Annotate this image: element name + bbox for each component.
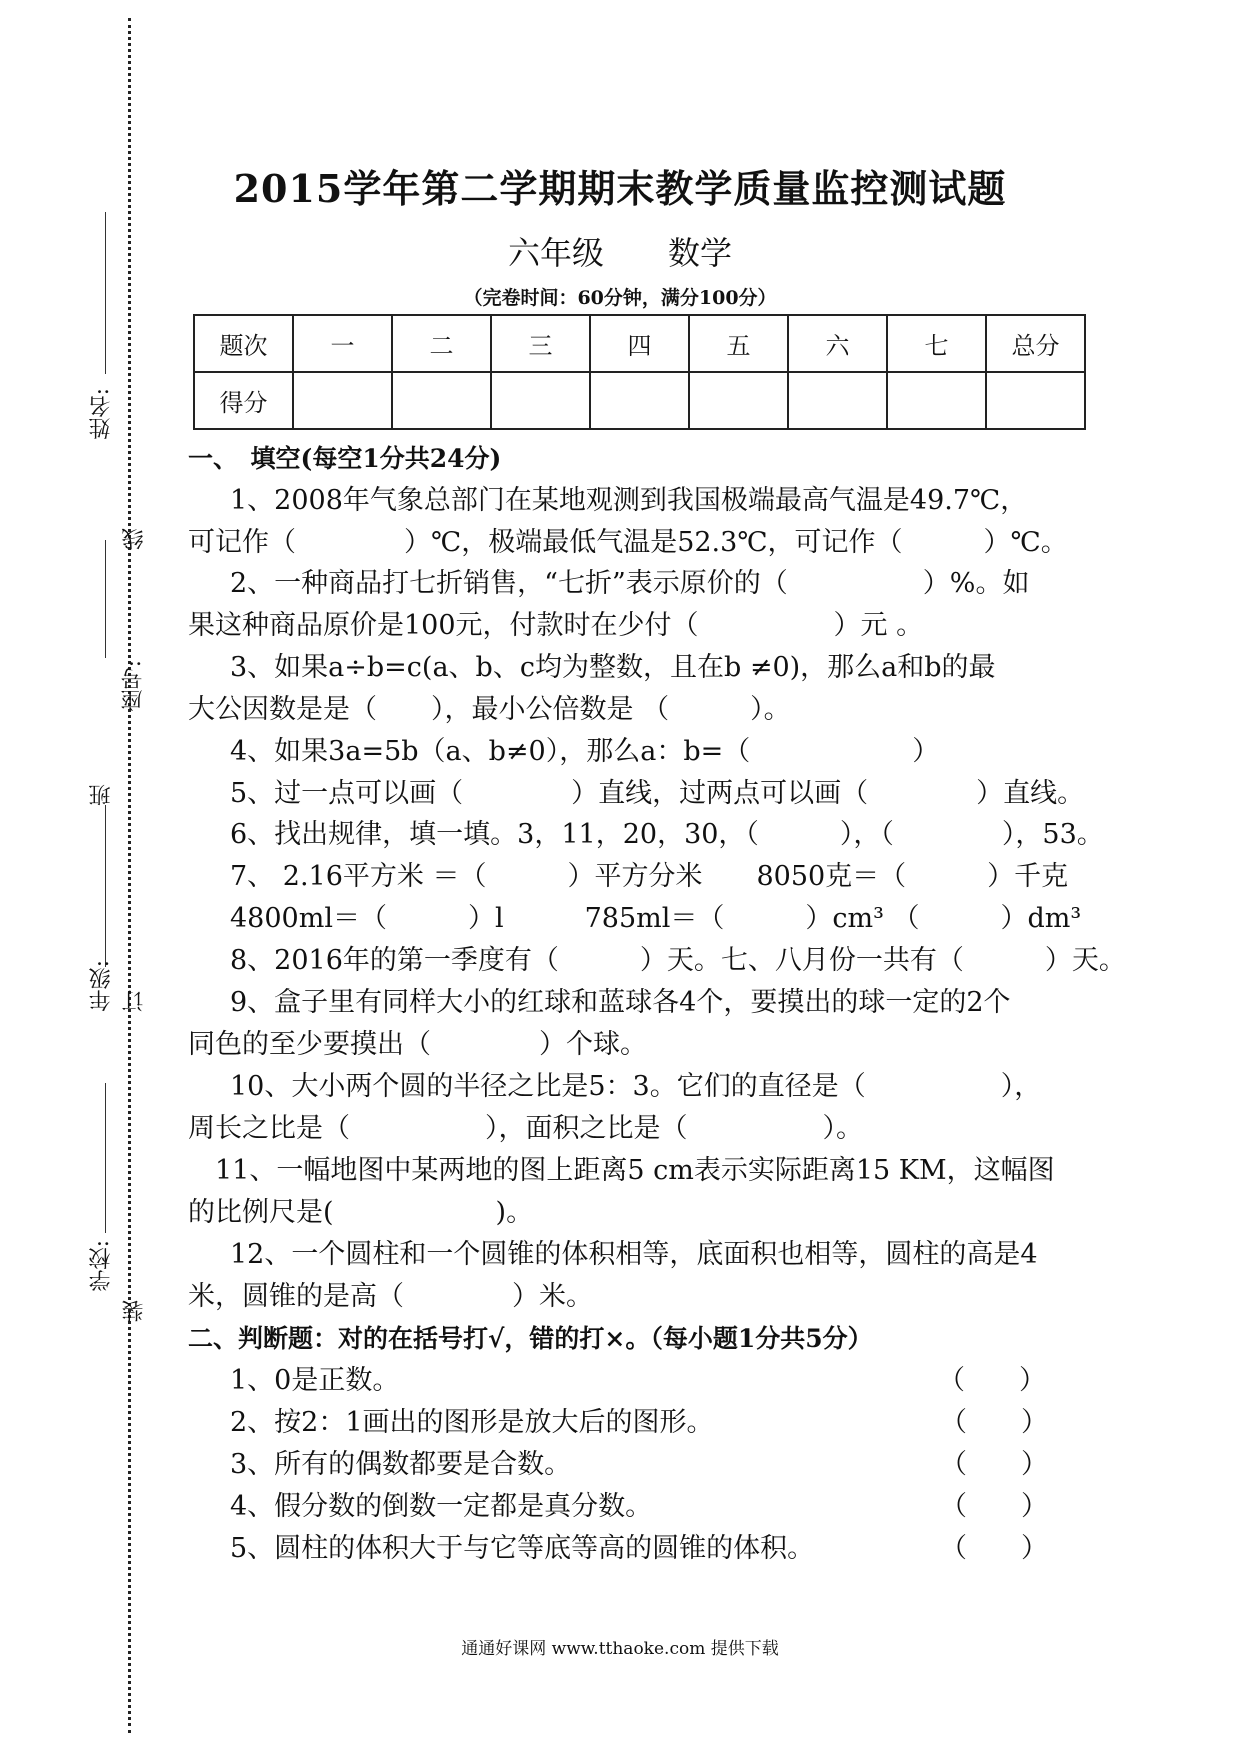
page-subtitle: 六年级 数学 [507, 234, 732, 272]
table-cell: 一 [293, 315, 392, 372]
question-line: 可记作（ ）℃，极端最低气温是52.3℃，可记作（ ）℃。 [188, 527, 1068, 558]
question-line: 4800ml＝（ ）l 785ml＝（ ）cm³ （ ）dm³ [230, 903, 1082, 934]
section2-heading: 二、判断题：对的在括号打√，错的打×。（每小题1分共5分） [188, 1324, 873, 1353]
binding-mark-xian: 线 [122, 528, 147, 550]
grade-label: 年级: [89, 960, 114, 1012]
question-line: 10、大小两个圆的半径之比是5：3。它们的直径是（ ）， [230, 1071, 1042, 1102]
class-label: 班 [89, 784, 114, 806]
question-line: 3、如果a÷b=c(a、b、c均为整数，且在b ≠0)，那么a和b的最 [230, 652, 996, 683]
judgement-item: 2、按2：1画出的图形是放大后的图形。 [230, 1407, 714, 1438]
answer-paren: （ ） [940, 1449, 1048, 1480]
answer-paren: （ ） [940, 1407, 1048, 1438]
table-cell: 二 [392, 315, 491, 372]
footer-text: 通通好课网 www.tthaoke.com 提供下载 [461, 1639, 779, 1659]
question-line: 6、找出规律，填一填。3，11，20，30，（ ），（ ），53。 [230, 819, 1104, 850]
answer-paren: （ ） [938, 1365, 1046, 1396]
score-blank-cell [491, 372, 590, 429]
page-title: 2015学年第二学期期末教学质量监控测试题 [233, 166, 1007, 211]
answer-paren: （ ） [940, 1491, 1048, 1522]
seat-label: 座号: [121, 660, 146, 712]
question-line: 米，圆锥的是高（ ）米。 [188, 1281, 593, 1312]
question-line: 1、2008年气象总部门在某地观测到我国极端最高气温是49.7℃， [230, 485, 1028, 516]
question-line: 11、一幅地图中某两地的图上距离5 cm表示实际距离15 KM，这幅图 [215, 1155, 1055, 1186]
table-cell: 六 [788, 315, 887, 372]
question-line: 5、过一点可以画（ ）直线，过两点可以画（ ）直线。 [230, 778, 1085, 809]
question-line: 的比例尺是( )。 [188, 1197, 534, 1228]
binding-mark-ding: 订 [122, 990, 147, 1012]
score-table-header-row [194, 315, 1085, 372]
binding-mark-zhuang: 装 [122, 1300, 147, 1322]
question-line: 4、如果3a=5b（a、b≠0），那么a：b=（ ） [230, 736, 940, 767]
name-label: 姓名: [89, 388, 114, 440]
question-line: 7、 2.16平方米 ＝（ ）平方分米 8050克＝（ ）千克 [230, 861, 1069, 892]
question-line: 大公因数是是（ ），最小公倍数是 （ ）。 [188, 694, 791, 725]
table-cell: 三 [491, 315, 590, 372]
exam-time-note: （完卷时间：60分钟，满分100分） [463, 287, 777, 309]
grade-blank [105, 1083, 106, 1233]
question-line: 8、2016年的第一季度有（ ）天。七、八月份一共有（ ）天。 [230, 945, 1126, 976]
score-blank-cell [986, 372, 1085, 429]
table-cell: 七 [887, 315, 986, 372]
table-cell: 总分 [986, 315, 1085, 372]
score-table-score-row [194, 372, 1085, 429]
judgement-item: 3、所有的偶数都要是合数。 [230, 1449, 572, 1480]
question-line: 果这种商品原价是100元，付款时在少付（ ）元 。 [188, 610, 924, 641]
score-blank-cell [788, 372, 887, 429]
answer-paren: （ ） [940, 1533, 1048, 1564]
judgement-item: 5、圆柱的体积大于与它等底等高的圆锥的体积。 [230, 1533, 815, 1564]
judgement-item: 4、假分数的倒数一定都是真分数。 [230, 1491, 653, 1522]
class-blank [105, 805, 106, 967]
question-line: 9、盒子里有同样大小的红球和蓝球各4个，要摸出的球一定的2个 [230, 987, 1011, 1018]
seat-blank [105, 540, 106, 658]
score-blank-cell [689, 372, 788, 429]
question-line: 2、一种商品打七折销售，“七折”表示原价的（ ）%。如 [230, 568, 1030, 599]
binding-dotted-line [128, 18, 131, 1733]
table-cell: 得分 [194, 372, 293, 429]
table-cell: 题次 [194, 315, 293, 372]
score-blank-cell [590, 372, 689, 429]
score-blank-cell [887, 372, 986, 429]
school-label: 学校: [89, 1240, 114, 1292]
question-line: 同色的至少要摸出（ ）个球。 [188, 1029, 647, 1060]
section1-heading: 一、 填空(每空1分共24分) [188, 444, 502, 473]
table-cell: 五 [689, 315, 788, 372]
score-blank-cell [392, 372, 491, 429]
table-cell: 四 [590, 315, 689, 372]
score-table [193, 314, 1086, 430]
question-line: 周长之比是（ ），面积之比是（ ）。 [188, 1113, 863, 1144]
score-blank-cell [293, 372, 392, 429]
judgement-item: 1、0是正数。 [230, 1365, 400, 1396]
question-line: 12、一个圆柱和一个圆锥的体积相等，底面积也相等，圆柱的高是4 [230, 1239, 1038, 1270]
